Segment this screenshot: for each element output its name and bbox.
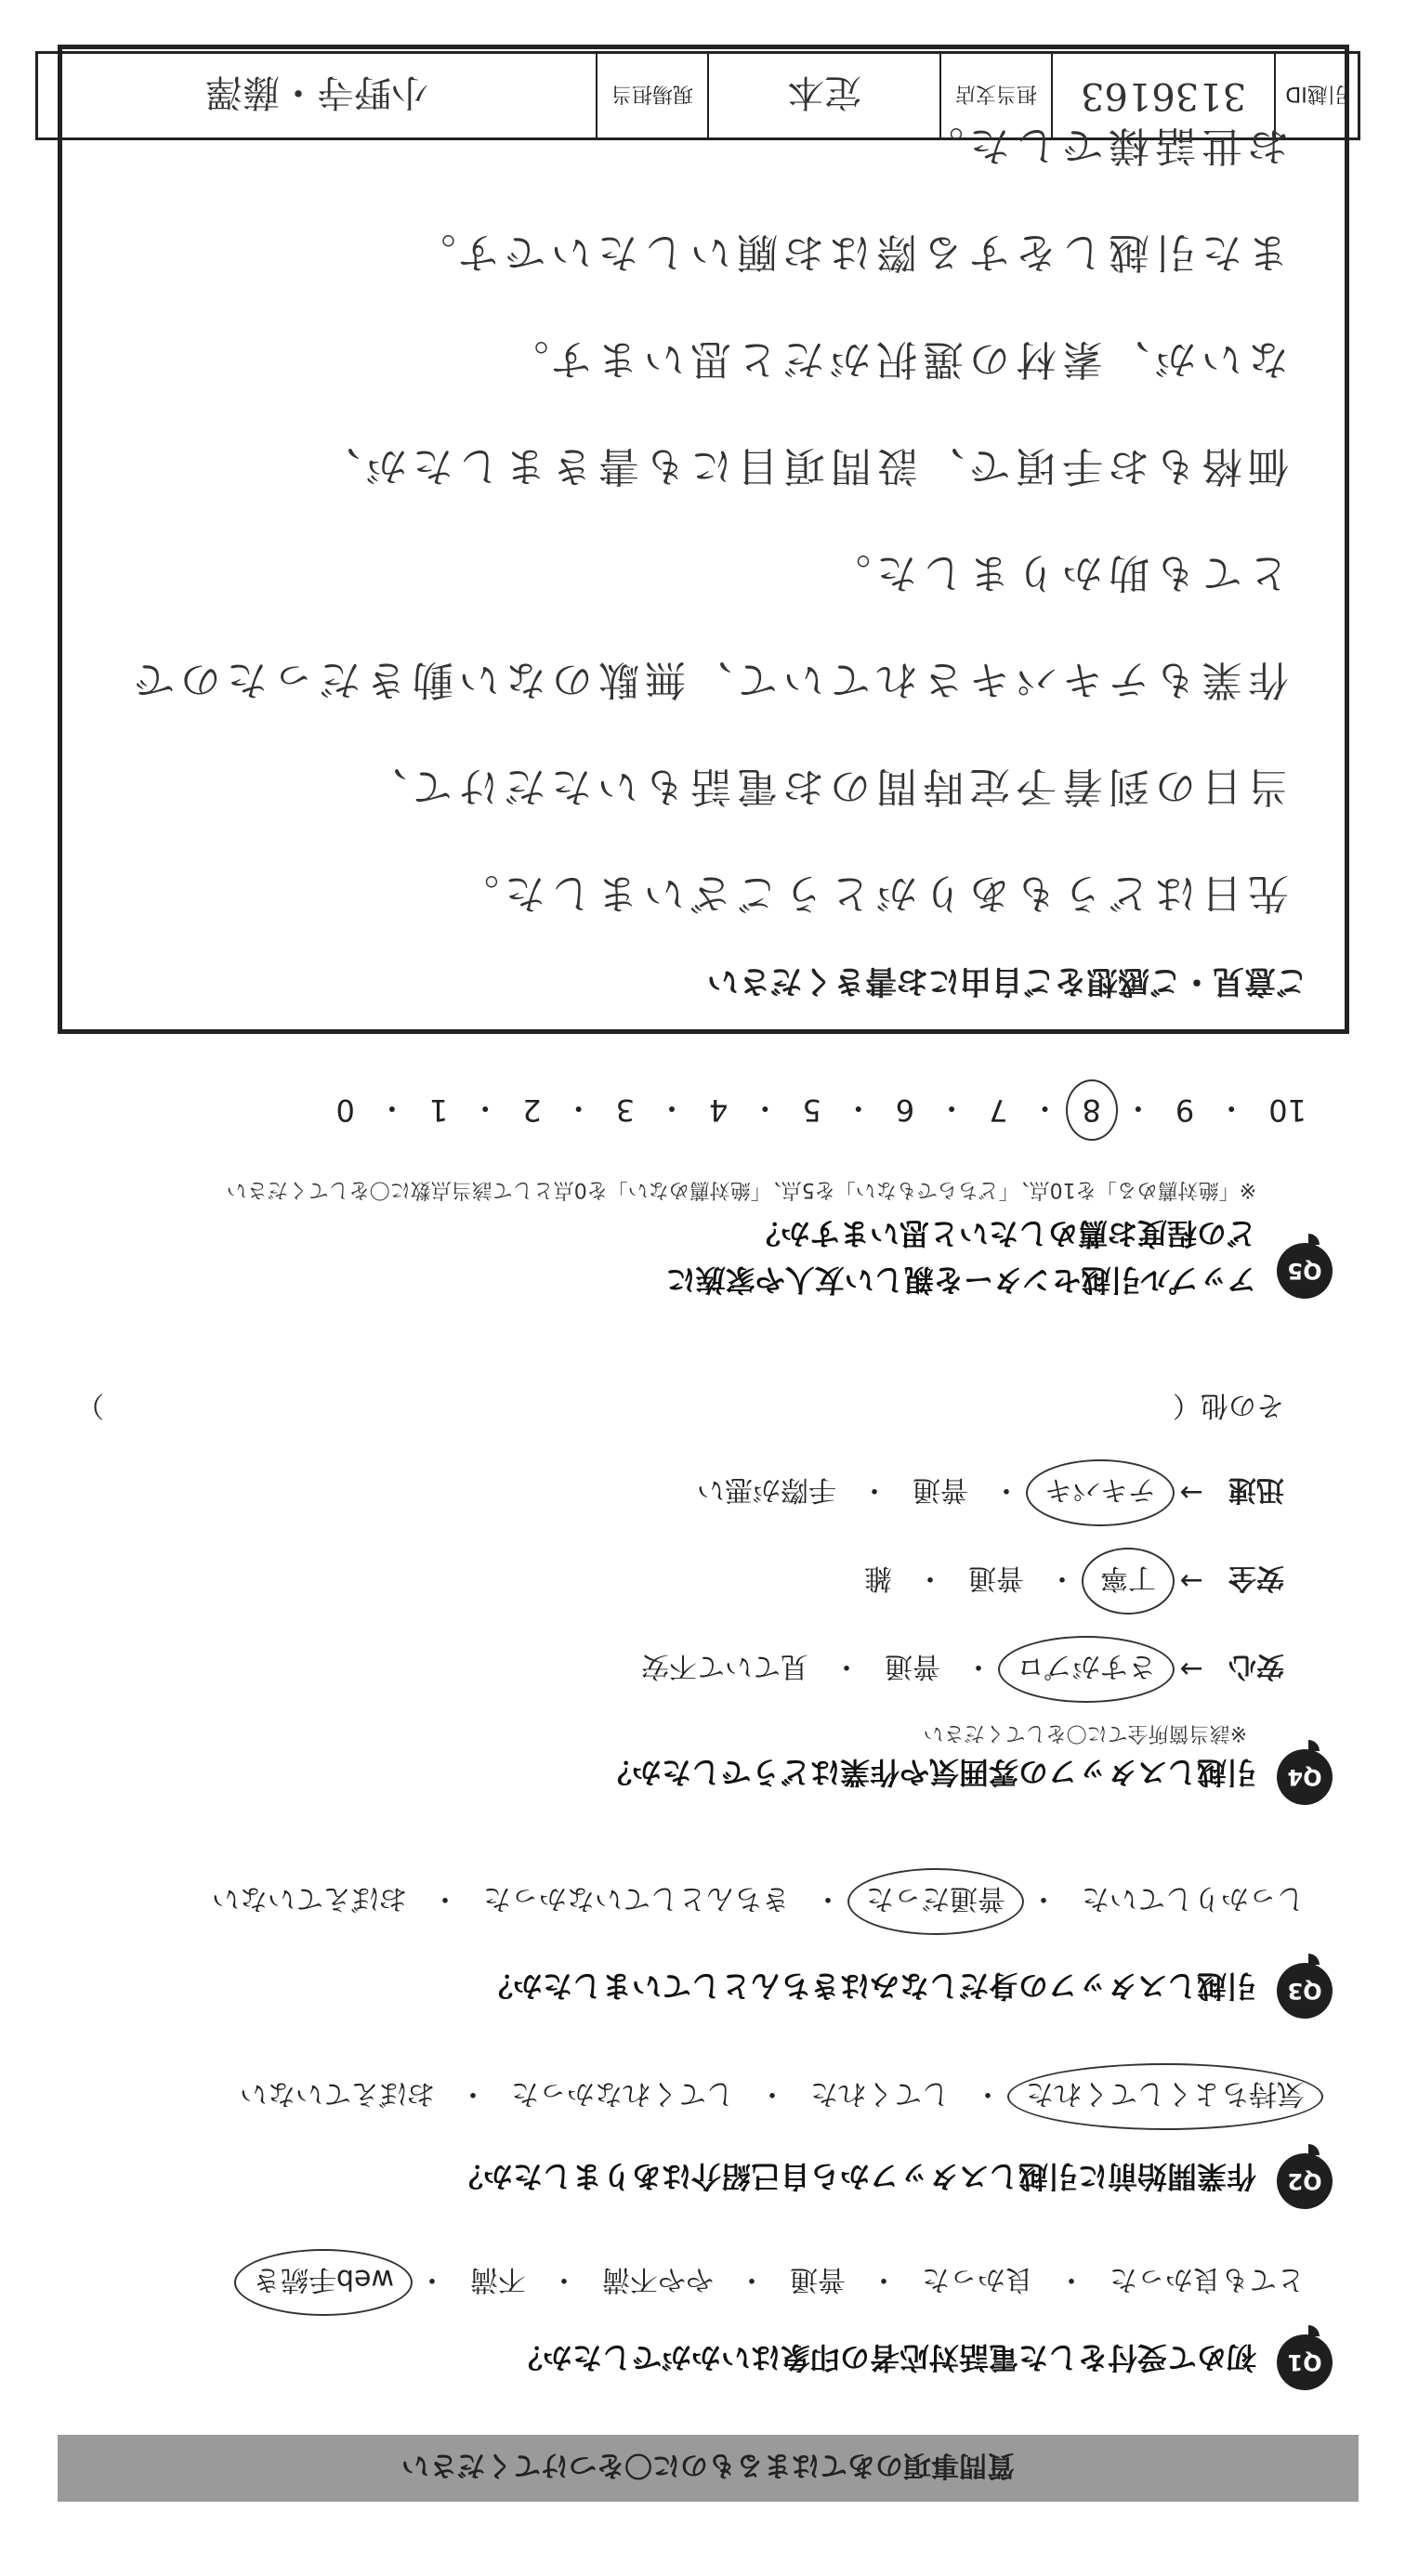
scale-option-selected[interactable]: 8 [1077, 1089, 1107, 1131]
arrow-icon: → [1179, 1476, 1203, 1510]
q4-row-label: 迅速 [1228, 1473, 1284, 1506]
scale-option[interactable]: 7 [989, 1092, 1008, 1128]
q2-badge: Q2 [1277, 2153, 1333, 2209]
scale-option[interactable]: 6 [895, 1092, 915, 1128]
q4-option[interactable]: 普通 [913, 1473, 968, 1506]
arrow-icon: → [1179, 1653, 1203, 1686]
scale-option[interactable]: 9 [1175, 1092, 1195, 1128]
q4-other-close: ） [76, 1389, 104, 1421]
comment-line: また引越しをする際はお願いしたいです。 [409, 229, 1289, 276]
crew-value: 小野寺・藤澤 [205, 71, 428, 114]
q5-badge: Q5 [1277, 1243, 1333, 1299]
scale-option[interactable]: 0 [335, 1092, 355, 1128]
q1-option[interactable]: 普通 [790, 2263, 846, 2295]
scale-option[interactable]: 2 [522, 1092, 542, 1128]
q2-option[interactable]: してくれなかった [511, 2077, 734, 2110]
q4-other-label: その他（ [1173, 1389, 1284, 1421]
q1-option[interactable]: 良かった [922, 2263, 1033, 2295]
q1-text: 初めて受付をした電話対応者の印象はいかがでしたか？ [512, 2340, 1256, 2375]
comment-line: ないが、素材の選択がだと思います。 [502, 335, 1289, 383]
comment-line: お世話様でした。 [917, 122, 1289, 169]
q4-note: ※該当箇所全てに〇をしてください [923, 1721, 1247, 1745]
comment-line: 当日の到着予定時間のお電話もいただけて、 [360, 763, 1289, 810]
q2-option-selected[interactable]: 気持ちよくしてくれた [1018, 2073, 1312, 2121]
q3-options: しっかりしていた ・ 普通だった ・ きちんとしていなかった ・ おぼえていない [204, 1877, 1312, 1926]
branch-label: 担当支店 [939, 54, 1051, 137]
comment-line: 先日はどうもありがとうございました。 [453, 870, 1289, 917]
q5-text-line1: アップル引越センターを親しい友人や家族に [665, 1262, 1256, 1298]
q4-text: 引越しスタッフの雰囲気や作業はどうでしたか？ [601, 1755, 1256, 1790]
comment-line: 作業もテキパキされていて、無駄のない動きだったので [127, 656, 1289, 703]
q3-option-selected[interactable]: 普通だった [859, 1877, 1013, 1926]
arrow-icon: → [1179, 1564, 1203, 1598]
q4-row-jinsoku: 迅速 → テキパキ ・ 普通 ・ 手際が悪い [689, 1469, 1284, 1517]
q4-option-selected[interactable]: 丁寧 [1093, 1557, 1163, 1605]
q2-option[interactable]: してくれた [810, 2077, 950, 2110]
scale-option[interactable]: 3 [615, 1092, 636, 1128]
q4-option[interactable]: 普通 [968, 1562, 1024, 1594]
scale-option[interactable]: 1 [428, 1092, 449, 1128]
comment-title: ご意見・ご感想をご自由にお書きください [707, 962, 1307, 1000]
comment-line: とても助かりました。 [824, 549, 1289, 596]
scale-option[interactable]: 10 [1268, 1092, 1307, 1128]
q1-option[interactable]: 不満 [470, 2263, 526, 2295]
comment-frame [58, 45, 1349, 1034]
q1-option[interactable]: やや不満 [602, 2263, 714, 2295]
q4-option-selected[interactable]: さすがプロ [1009, 1645, 1163, 1693]
q2-option[interactable]: おぼえていない [240, 2077, 435, 2110]
q3-text: 引越しスタッフの身だしなみはきちんとしていましたか？ [482, 1968, 1256, 2004]
q4-option[interactable]: 見ていて不安 [641, 1650, 808, 1682]
q5-note: ※「絶対薦める」を10点、「どちらでもない」を5点、「絶対薦めない」を0点として該当点数に〇をしてください [226, 1178, 1256, 1201]
survey-header-text: 質問事項のあてはまるものに〇をつけてください [401, 2449, 1015, 2481]
q3-option[interactable]: きちんとしていなかった [483, 1882, 790, 1915]
q4-option[interactable]: 手際が悪い [697, 1473, 836, 1506]
q2-options: 気持ちよくしてくれた ・ してくれた ・ してくれなかった ・ おぼえていない [232, 2073, 1312, 2121]
q1-options: とても良かった ・ 良かった ・ 普通 ・ やや不満 ・ 不満 ・ web手続き [245, 2258, 1312, 2307]
q5-scale: 10 ・ 9 ・ 8 ・ 7 ・ 6 ・ 5 ・ 4 ・ 3 ・ 2 ・ 1 ・ 0 [331, 1089, 1312, 1131]
q1-badge: Q1 [1277, 2334, 1333, 2390]
q3-badge: Q3 [1277, 1963, 1333, 2019]
id-label: 引越ID [1274, 54, 1358, 137]
branch-value: 定本 [707, 54, 939, 137]
crew-label: 現場担当 [596, 54, 707, 137]
q3-option[interactable]: しっかりしていた [1082, 1882, 1305, 1915]
q4-option-selected[interactable]: テキパキ [1037, 1469, 1163, 1517]
q1-option[interactable]: とても良かった [1110, 2263, 1305, 2295]
comment-box [58, 0, 1349, 1034]
comment-line: 価格もお手頃で、設問項目にも書きましたが、 [313, 442, 1289, 490]
scale-option[interactable]: 4 [709, 1092, 729, 1128]
q4-row-label: 安全 [1228, 1562, 1284, 1594]
q4-row-anshin: 安心 → さすがプロ ・ 普通 ・ 見ていて不安 [634, 1645, 1284, 1693]
scale-option[interactable]: 5 [802, 1092, 821, 1128]
q4-option[interactable]: 普通 [885, 1650, 940, 1682]
q4-other-row [76, 1388, 1284, 1429]
q4-row-anzen: 安全 → 丁寧 ・ 普通 ・ 雑 [857, 1557, 1284, 1605]
q4-row-label: 安心 [1228, 1650, 1284, 1682]
id-value: 3136163 [1051, 54, 1274, 137]
q3-option[interactable]: おぼえていない [212, 1882, 407, 1915]
q1-option-selected[interactable]: web手続き [245, 2258, 401, 2307]
q4-badge: Q4 [1277, 1749, 1333, 1805]
q5-text-line2: どの程度お薦めしたいと思いますか？ [750, 1216, 1256, 1251]
q2-text: 作業開始前に引越しスタッフから自己紹介はありましたか？ [453, 2159, 1256, 2194]
survey-header [58, 2435, 1359, 2502]
q4-option[interactable]: 雑 [864, 1562, 892, 1594]
